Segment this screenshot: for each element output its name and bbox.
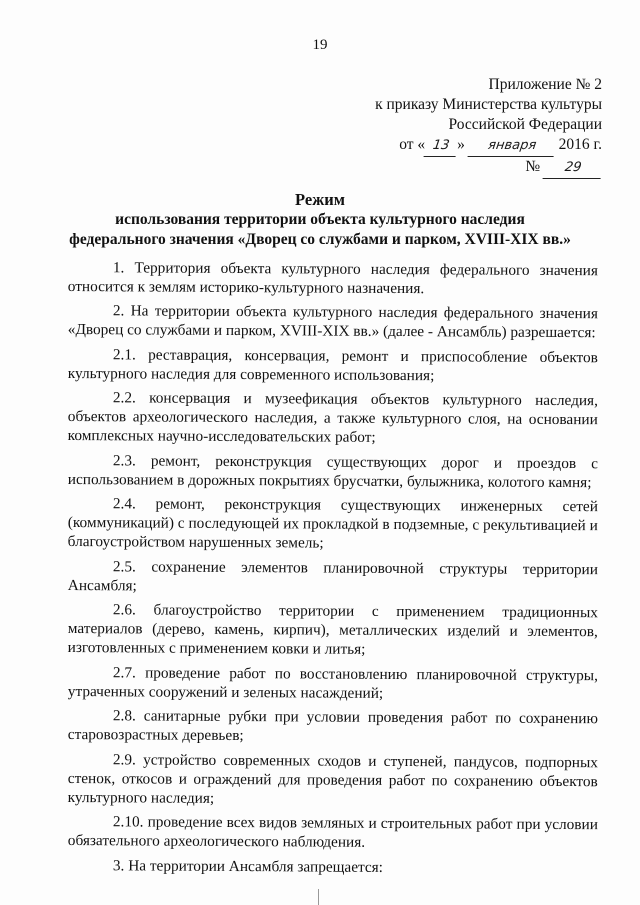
date-year: 2016 г. <box>558 136 602 153</box>
paragraph-2-6: 2.6. благоустройство территории с применением традиционных материалов (дерево, камень, кирпич), металлических изделий и элементов, изготовленных с применением ковки и литья; <box>67 601 598 659</box>
paragraph-2-9: 2.9. устройство современных сходов и ступеней, пандусов, подпорных стенок, откосов и ограждений для проведения работ по сохранению объектов культурного наследия; <box>67 750 598 807</box>
number-handwritten: 29 <box>543 158 604 179</box>
paragraph-1: 1. Территория объекта культурного наследия федерального значения относится к землям историко-культурного назначения. <box>67 259 598 298</box>
paragraph-2-7: 2.7. проведение работ по восстановлению планировочной структуры, утраченных сооружений и зеленых насаждений; <box>67 664 598 702</box>
paragraph-2: 2. На территории объекта культурного наследия федерального значения «Дворец со службами и парком, XVIII-XIX вв.» (далее - Ансамбль) разрешается: <box>67 302 598 342</box>
appendix-title: Приложение № 2 <box>488 76 602 93</box>
appendix-date <box>375 135 602 157</box>
title-line-2: использования территории объекта культурного наследия <box>115 211 525 228</box>
title-line-3: федерального значения «Дворец со службами и парком, XVIII-XIX вв.» <box>69 231 571 248</box>
paragraph-2-4: 2.4. ремонт, реконструкция существующих инженерных сетей (коммуникаций) с последующей их прокладкой в подземные, с рекультивацией и благоустройством нарушенных земель; <box>67 495 598 553</box>
number-prefix: № <box>525 158 541 175</box>
title-line-1: Режим <box>295 190 345 209</box>
paragraph-2-2: 2.2. консервация и музеефикация объектов культурного наследия, объектов археологического наследия, а также культурного слоя, на основании комплексных научно-исследовательских работ; <box>67 389 598 447</box>
scan-fold-mark <box>318 889 319 905</box>
appendix-header <box>375 75 602 179</box>
paragraph-2-5: 2.5. сохранение элементов планировочной структуры территории Ансамбля; <box>67 558 598 595</box>
appendix-federation: Российской Федерации <box>448 116 602 133</box>
paragraph-3: 3. На территории Ансамбля запрещается: <box>112 856 384 876</box>
date-prefix: от « <box>399 136 426 153</box>
appendix-number <box>375 157 602 179</box>
date-mid: » <box>457 136 465 153</box>
document-title <box>40 190 600 250</box>
date-month-handwritten: января <box>467 136 556 157</box>
page-number: 19 <box>312 37 328 53</box>
paragraph-2-10: 2.10. проведение всех видов земляных и строительных работ при условии обязательного археологического наблюдения. <box>67 813 598 852</box>
date-day-handwritten: 13 <box>424 136 459 157</box>
paragraph-2-3: 2.3. ремонт, реконструкция существующих дорог и проездов с использованием в дорожных покрытиях брусчатки, булыжника, колотого камня; <box>67 452 598 492</box>
document-body <box>68 258 598 880</box>
appendix-order-ref: к приказу Министерства культуры <box>375 96 602 113</box>
paragraph-2-1: 2.1. реставрация, консервация, ремонт и приспособление объектов культурного наследия для современного использования; <box>67 346 598 385</box>
paragraph-2-8: 2.8. санитарные рубки при условии проведения работ по сохранению старовозрастных деревьев; <box>67 707 598 745</box>
